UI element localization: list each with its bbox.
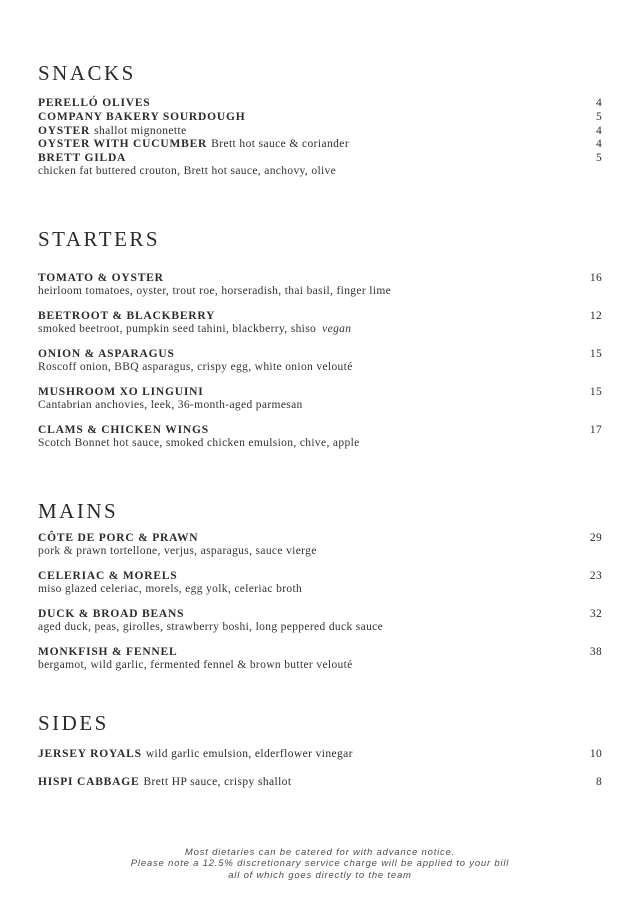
item-price: 5	[595, 110, 602, 123]
item-price: 4	[595, 124, 602, 137]
menu-item	[38, 644, 602, 672]
section-mains	[38, 500, 602, 672]
item-description: chicken fat buttered crouton, Brett hot sauce, anchovy, olive	[38, 164, 337, 177]
item-name: CELERIAC & MORELS	[38, 569, 178, 582]
item-name: ONION & ASPARAGUS	[38, 347, 175, 360]
menu-item	[38, 110, 602, 124]
menu-item	[38, 606, 602, 634]
menu-item	[38, 774, 602, 789]
item-description-inline: shallot mignonette	[94, 124, 187, 137]
item-name: BRETT GILDA	[38, 152, 127, 165]
item-description: Cantabrian anchovies, leek, 36-month-aged parmesan	[38, 398, 303, 411]
menu-item	[38, 96, 602, 110]
section-sides	[38, 712, 602, 789]
footer-line-service-charge: Please note a 12.5% discretionary service charge will be applied to your bill	[130, 858, 510, 870]
menu-item	[38, 270, 602, 298]
item-name: COMPANY BAKERY SOURDOUGH	[38, 110, 246, 123]
menu-item	[38, 124, 602, 138]
section-title-sides: SIDES	[38, 710, 109, 735]
menu-item	[38, 308, 602, 336]
item-name: BEETROOT & BLACKBERRY	[38, 309, 216, 322]
item-name: MONKFISH & FENNEL	[38, 645, 178, 658]
item-description: aged duck, peas, girolles, strawberry boshi, long peppered duck sauce	[38, 620, 384, 633]
item-price: 12	[589, 309, 602, 322]
item-description: pork & prawn tortellone, verjus, asparagus, sauce vierge	[38, 544, 317, 557]
section-title-snacks: SNACKS	[38, 61, 136, 85]
item-price: 8	[595, 775, 602, 788]
item-price: 15	[589, 385, 602, 398]
footer-notice	[38, 847, 602, 882]
menu-item	[38, 151, 602, 178]
item-name: PERELLÓ OLIVES	[38, 97, 151, 109]
menu-item	[38, 422, 602, 450]
section-starters	[38, 228, 602, 450]
menu-item	[38, 384, 602, 412]
item-name: JERSEY ROYALS	[38, 747, 142, 760]
vegan-tag: vegan	[322, 322, 352, 335]
item-description	[38, 323, 602, 336]
item-price: 23	[589, 569, 602, 582]
menu-item	[38, 346, 602, 374]
item-price: 38	[589, 645, 602, 658]
item-price: 15	[589, 347, 602, 360]
menu-item	[38, 568, 602, 596]
footer-line-dietaries: Most dietaries can be catered for with advance notice.	[184, 846, 456, 858]
item-name: OYSTER	[38, 124, 91, 137]
item-name: CLAMS & CHICKEN WINGS	[38, 423, 209, 436]
item-price: 4	[595, 97, 602, 109]
item-description: Scotch Bonnet hot sauce, smoked chicken emulsion, chive, apple	[38, 436, 360, 449]
item-description: heirloom tomatoes, oyster, trout roe, horseradish, thai basil, finger lime	[38, 284, 392, 297]
item-description-text: smoked beetroot, pumpkin seed tahini, blackberry, shiso	[38, 322, 317, 335]
item-description-inline: Brett hot sauce & coriander	[211, 138, 350, 151]
item-name: TOMATO & OYSTER	[38, 271, 164, 284]
item-name: HISPI CABBAGE	[38, 775, 140, 788]
item-description: Roscoff onion, BBQ asparagus, crispy egg, white onion velouté	[38, 360, 353, 373]
item-price: 29	[589, 531, 602, 544]
item-price: 32	[589, 607, 602, 620]
item-name: OYSTER WITH CUCUMBER	[38, 138, 208, 151]
item-description: bergamot, wild garlic, fermented fennel & brown butter velouté	[38, 658, 353, 671]
item-name: CÔTE DE PORC & PRAWN	[38, 531, 199, 544]
item-price: 16	[589, 271, 602, 284]
menu-item	[38, 530, 602, 558]
item-name: MUSHROOM XO LINGUINI	[38, 385, 204, 398]
item-description-inline: wild garlic emulsion, elderflower vinegar	[145, 747, 353, 760]
menu-item	[38, 137, 602, 151]
item-price: 5	[595, 152, 602, 165]
item-name: DUCK & BROAD BEANS	[38, 607, 185, 620]
section-title-starters: STARTERS	[38, 226, 161, 251]
item-price: 17	[589, 423, 602, 436]
menu-item	[38, 746, 602, 761]
section-title-mains: MAINS	[38, 498, 119, 523]
item-price: 4	[595, 138, 602, 151]
item-description: miso glazed celeriac, morels, egg yolk, celeriac broth	[38, 582, 303, 595]
item-description-inline: Brett HP sauce, crispy shallot	[143, 775, 292, 788]
footer-line-team: all of which goes directly to the team	[228, 869, 412, 881]
item-price: 10	[589, 747, 602, 760]
section-snacks	[38, 62, 602, 178]
